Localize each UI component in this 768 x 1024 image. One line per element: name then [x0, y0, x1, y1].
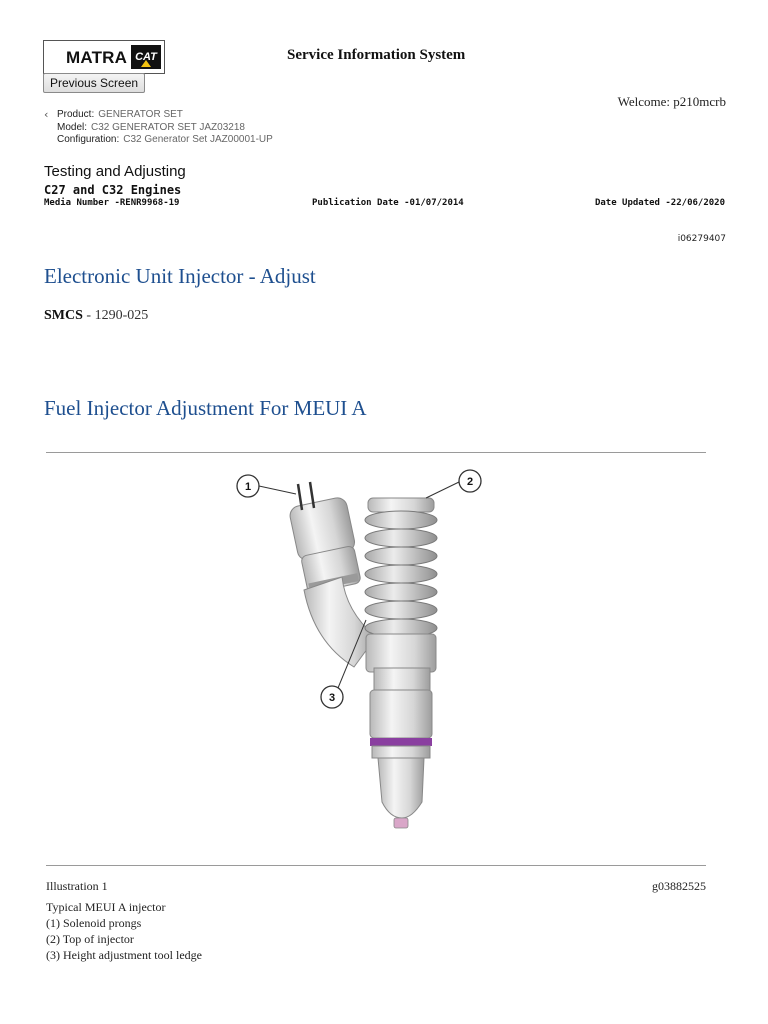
engine-title: C27 and C32 Engines — [44, 183, 182, 197]
smcs-code — [44, 308, 148, 324]
callout-1 — [237, 475, 296, 497]
caption-line: Typical MEUI A injector — [46, 900, 166, 914]
configuration-row — [57, 134, 273, 145]
callout-2 — [426, 470, 481, 498]
page-title: Electronic Unit Injector - Adjust — [44, 264, 316, 288]
configuration-key: Configuration: — [57, 134, 120, 145]
illustration-code: g03882525 — [652, 879, 706, 893]
matra-cat-logo — [43, 40, 165, 74]
date-updated: Date Updated -22/06/2020 — [594, 198, 725, 208]
smcs-value: - 1290-025 — [82, 308, 149, 323]
injector-body — [288, 482, 437, 828]
model-value: C32 GENERATOR SET JAZ03218 — [91, 122, 245, 133]
divider-bottom — [46, 865, 706, 866]
spring-coils — [365, 511, 437, 637]
previous-screen-button[interactable]: Previous Screen — [43, 73, 145, 93]
cat-logo — [131, 45, 161, 69]
callout-2-label: 2 — [466, 476, 474, 488]
document-id: i06279407 — [677, 234, 726, 244]
logo-matra-text: MATRA — [66, 48, 128, 67]
injector-illustration — [226, 462, 526, 854]
caption-line: (3) Height adjustment tool ledge — [46, 948, 202, 962]
cat-triangle-icon — [141, 60, 151, 67]
media-number: Media Number -RENR9968-19 — [44, 198, 180, 208]
configuration-value: C32 Generator Set JAZ00001-UP — [123, 134, 273, 145]
illustration-caption — [46, 899, 202, 963]
welcome-user: Welcome: p210mcrb — [617, 94, 726, 109]
publication-date: Publication Date -01/07/2014 — [312, 198, 464, 208]
caption-line: (1) Solenoid prongs — [46, 916, 142, 930]
callout-3-label: 3 — [328, 692, 336, 704]
illustration-label: Illustration 1 — [46, 879, 108, 893]
caption-line: (2) Top of injector — [46, 932, 134, 946]
product-key: Product: — [57, 109, 95, 120]
product-value: GENERATOR SET — [98, 109, 183, 120]
product-row — [57, 109, 183, 120]
model-key: Model: — [57, 122, 88, 133]
callout-1-label: 1 — [244, 481, 252, 493]
smcs-label: SMCS — [44, 308, 83, 323]
collapse-chevron-icon[interactable]: ‹ — [44, 108, 49, 121]
section-type: Testing and Adjusting — [44, 163, 186, 180]
section-subtitle: Fuel Injector Adjustment For MEUI A — [44, 396, 367, 420]
divider-top — [46, 452, 706, 453]
model-row — [57, 122, 245, 133]
cat-logo-text: CAT — [135, 51, 157, 63]
system-title: Service Information System — [287, 47, 466, 63]
